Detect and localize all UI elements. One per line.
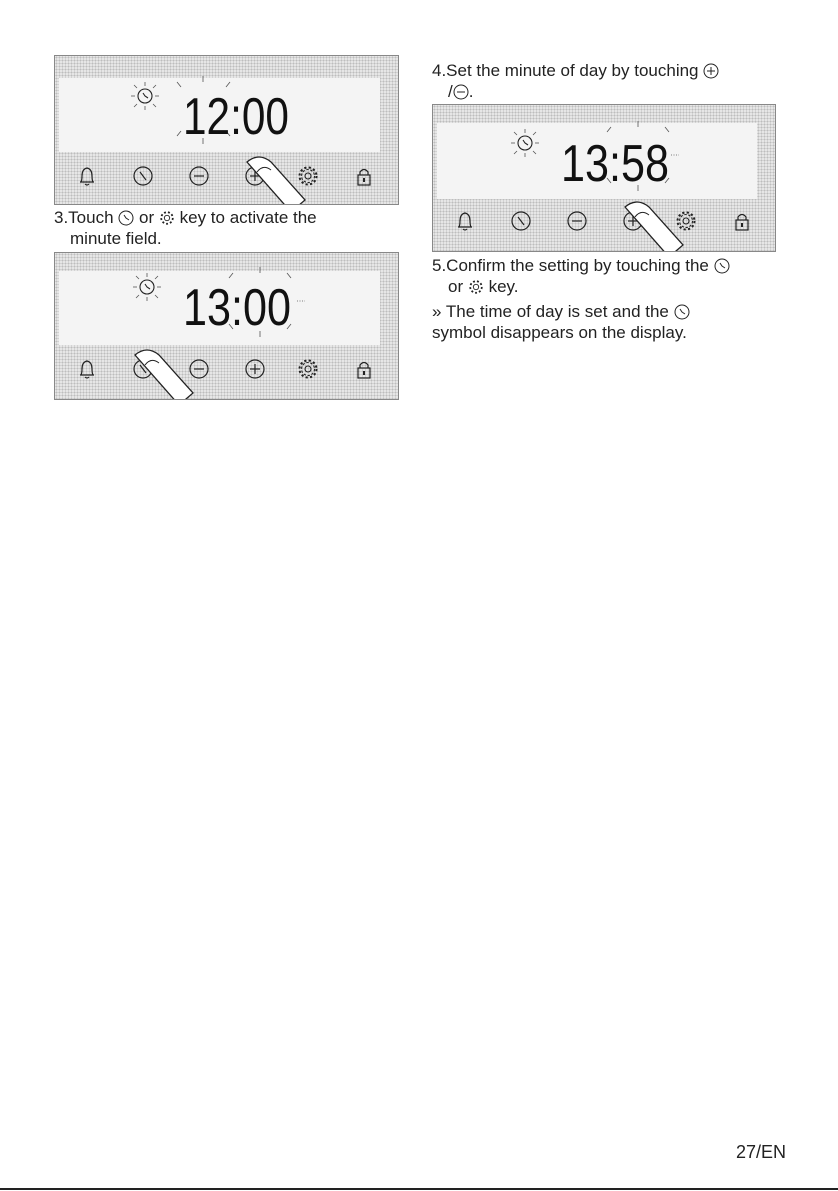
step-3-or: or bbox=[139, 208, 155, 227]
gear-icon bbox=[159, 210, 175, 226]
lock-icon[interactable] bbox=[358, 363, 370, 379]
oven-display-panel-3 bbox=[432, 104, 776, 252]
step-4-slash: / bbox=[448, 82, 453, 101]
step-5-or: or bbox=[448, 277, 464, 296]
result-line1: » The time of day is set and the bbox=[432, 302, 669, 321]
result-text bbox=[432, 301, 812, 343]
bottom-rule bbox=[0, 1188, 838, 1190]
gear-icon[interactable] bbox=[300, 168, 317, 185]
display-artwork bbox=[55, 253, 398, 399]
plus-icon bbox=[703, 63, 719, 79]
minus-icon[interactable] bbox=[190, 360, 208, 378]
finger-pointer bbox=[625, 202, 683, 251]
minus-icon[interactable] bbox=[568, 212, 586, 230]
minus-icon[interactable] bbox=[190, 167, 208, 185]
lock-icon[interactable] bbox=[736, 215, 748, 231]
step-5-text bbox=[432, 255, 812, 297]
display-artwork bbox=[55, 56, 398, 204]
bell-icon[interactable] bbox=[80, 361, 94, 378]
clock-symbol-icon bbox=[131, 82, 159, 110]
page-number: 27/EN bbox=[735, 1142, 786, 1162]
clock-icon bbox=[674, 304, 690, 320]
result-line2: symbol disappears on the display. bbox=[432, 323, 687, 342]
clock-symbol-icon bbox=[133, 273, 161, 301]
gear-icon bbox=[468, 279, 484, 295]
lock-icon[interactable] bbox=[358, 170, 370, 186]
step-5-label: 5.Confirm the setting by touching the bbox=[432, 256, 709, 275]
step-5-key: key. bbox=[488, 277, 519, 296]
finger-pointer bbox=[247, 157, 305, 204]
clock-icon bbox=[118, 210, 134, 226]
bell-icon[interactable] bbox=[458, 213, 472, 230]
step-4-label: 4.Set the minute of day by touching bbox=[432, 61, 699, 80]
oven-display-panel-1 bbox=[54, 55, 399, 205]
time-display: 13:58 bbox=[561, 135, 669, 193]
step-3-text bbox=[54, 207, 399, 249]
step-3-line2: minute field. bbox=[70, 229, 162, 248]
time-display: 13:00 bbox=[183, 279, 291, 337]
clock-symbol-icon bbox=[511, 129, 539, 157]
time-display: 12:00 bbox=[183, 88, 289, 146]
bell-icon[interactable] bbox=[80, 168, 94, 185]
gear-icon[interactable] bbox=[678, 213, 695, 230]
clock-icon[interactable] bbox=[512, 212, 530, 230]
plus-icon[interactable] bbox=[246, 360, 264, 378]
gear-icon[interactable] bbox=[300, 361, 317, 378]
finger-pointer bbox=[135, 350, 193, 399]
clock-icon[interactable] bbox=[134, 167, 152, 185]
step-4-period: . bbox=[468, 82, 474, 101]
minus-icon bbox=[453, 84, 469, 100]
oven-display-panel-2 bbox=[54, 252, 399, 400]
step-4-text bbox=[432, 60, 812, 102]
display-artwork bbox=[433, 105, 775, 251]
clock-icon bbox=[714, 258, 730, 274]
step-3-action: key to activate the bbox=[179, 208, 317, 227]
step-3-label: 3.Touch bbox=[54, 208, 114, 227]
